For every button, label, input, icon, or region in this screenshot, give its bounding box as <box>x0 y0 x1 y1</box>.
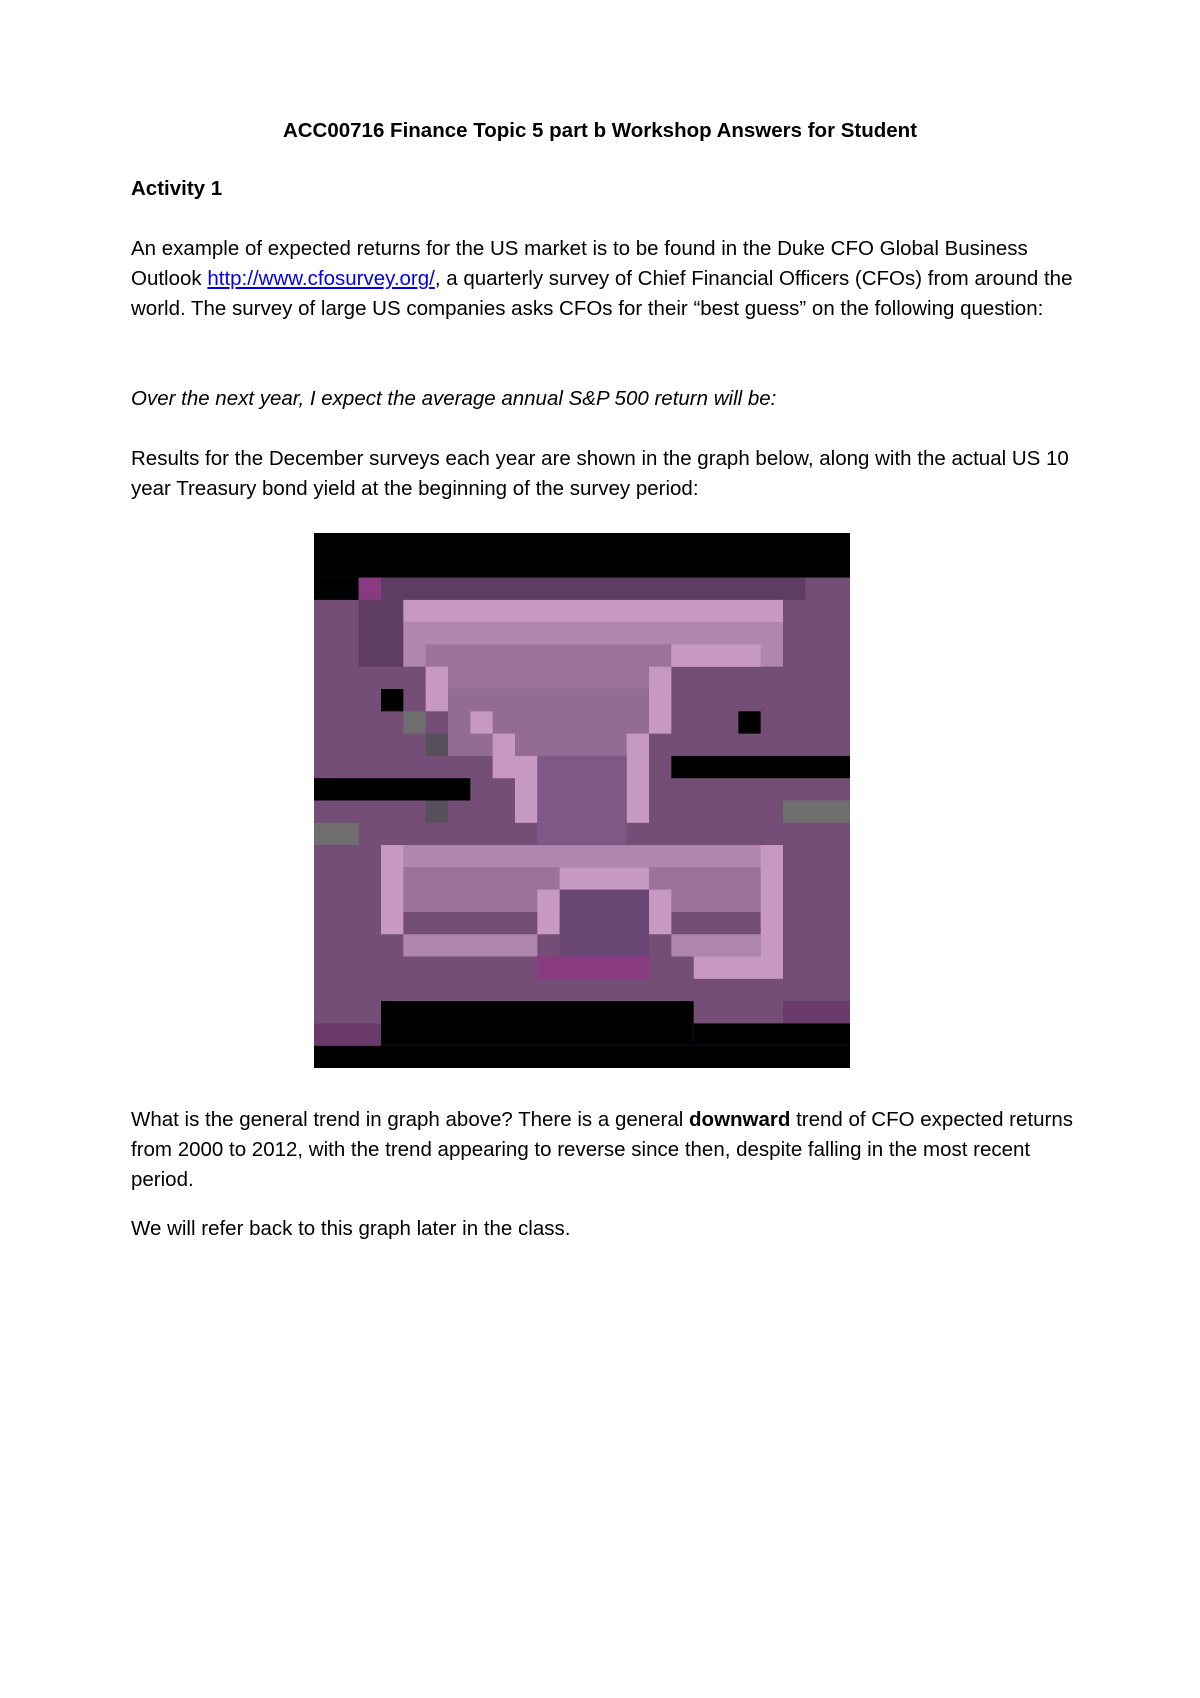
pixelated-graph-svg <box>314 533 850 1068</box>
intro-text-end: , a quarterly survey of Chief Financial Officers (CFOs) from around the world. The survey of large US companies asks CFOs for their “best guess” on the following question: <box>131 267 1073 320</box>
trend-bold-word: downward <box>689 1108 791 1131</box>
intro-text-start: An example of expected returns for the US market is to be found in the Duke CFO Global Business Outlook <box>131 237 1028 290</box>
document-title: ACC00716 Finance Topic 5 part b Workshop Answers for Student <box>282 119 918 142</box>
trend-text-end: trend of CFO expected returns from 2000 to 2012, with the trend appearing to reverse since then, despite falling in the most recent period. <box>131 1108 1073 1191</box>
cfosurvey-link[interactable]: http://www.cfosurvey.org/ <box>207 267 435 290</box>
activity-heading: Activity 1 <box>131 177 223 200</box>
trend-text-start: What is the general trend in graph above? There is a general <box>131 1108 690 1131</box>
intro-paragraph <box>131 234 1081 324</box>
survey-question: Over the next year, I expect the average annual S&P 500 return will be: <box>131 387 777 410</box>
pixelated-graph-image <box>314 533 850 1068</box>
closing-paragraph: We will refer back to this graph later in the class. <box>131 1217 571 1240</box>
results-paragraph: Results for the December surveys each year are shown in the graph below, along with the actual US 10 year Treasury bond yield at the beginning of the survey period: <box>131 447 1069 500</box>
trend-paragraph <box>131 1105 1081 1195</box>
